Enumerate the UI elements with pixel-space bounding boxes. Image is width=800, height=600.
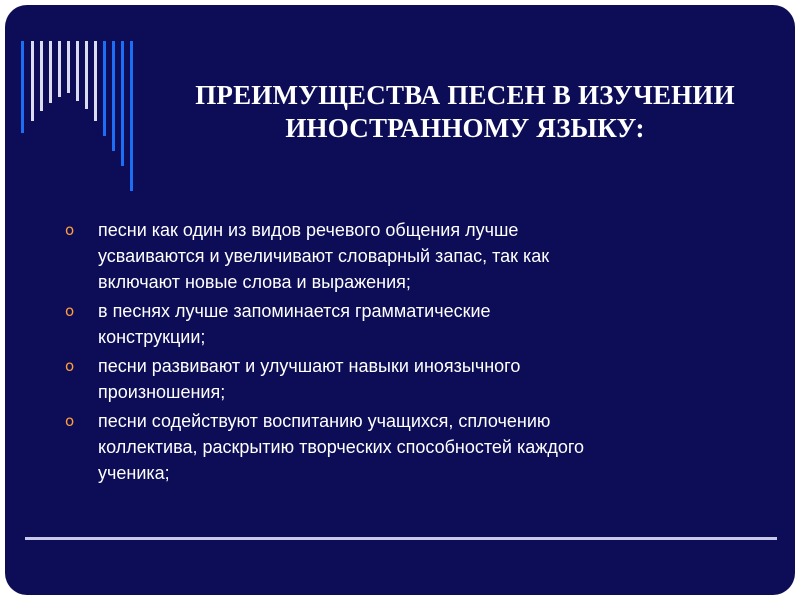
bullet-item: [65, 217, 755, 295]
decorative-stripe: [31, 41, 34, 121]
decorative-stripe: [40, 41, 43, 111]
bullet-list: [65, 217, 755, 489]
decorative-stripe: [103, 41, 106, 136]
bullet-text-line: конструкции;: [98, 327, 206, 347]
bullet-item: [65, 298, 755, 350]
bullet-text-line: песни содействуют воспитанию учащихся, сплочению: [98, 411, 551, 431]
decorative-stripe: [76, 41, 79, 101]
decorative-stripe: [121, 41, 124, 166]
bullet-text-line: песни развивают и улучшают навыки иноязычного: [98, 356, 521, 376]
bullet-item: [65, 353, 755, 405]
bullet-circle-icon: o: [65, 412, 75, 430]
slide: [5, 5, 795, 595]
bullet-text-line: коллектива, раскрытию творческих способностей каждого: [98, 437, 585, 457]
decorative-stripe: [94, 41, 97, 121]
bullet-item: [65, 408, 755, 486]
decorative-stripe: [112, 41, 115, 151]
decorative-stripe: [58, 41, 61, 97]
bullet-text-line: в песнях лучше запоминается грамматические: [98, 301, 491, 321]
decorative-stripe: [49, 41, 52, 103]
bullet-circle-icon: o: [65, 221, 75, 239]
decorative-stripes: [5, 5, 145, 205]
slide-title: [145, 79, 785, 145]
bullet-text-line: ученика;: [98, 463, 170, 483]
title-line-2: ИНОСТРАННОМУ ЯЗЫКУ:: [285, 113, 645, 143]
bullet-circle-icon: o: [65, 357, 75, 375]
bullet-text-line: произношения;: [98, 382, 226, 402]
bullet-text-line: включают новые слова и выражения;: [98, 272, 411, 292]
decorative-stripe: [130, 41, 133, 191]
title-line-1: ПРЕИМУЩЕСТВА ПЕСЕН В ИЗУЧЕНИИ: [195, 80, 735, 110]
decorative-stripe: [21, 41, 24, 133]
bullet-text-line: усваиваются и увеличивают словарный запас, так как: [98, 246, 550, 266]
bottom-divider: [25, 537, 777, 540]
bullet-text-line: песни как один из видов речевого общения лучше: [98, 220, 519, 240]
bullet-circle-icon: o: [65, 302, 75, 320]
decorative-stripe: [67, 41, 70, 93]
decorative-stripe: [85, 41, 88, 109]
